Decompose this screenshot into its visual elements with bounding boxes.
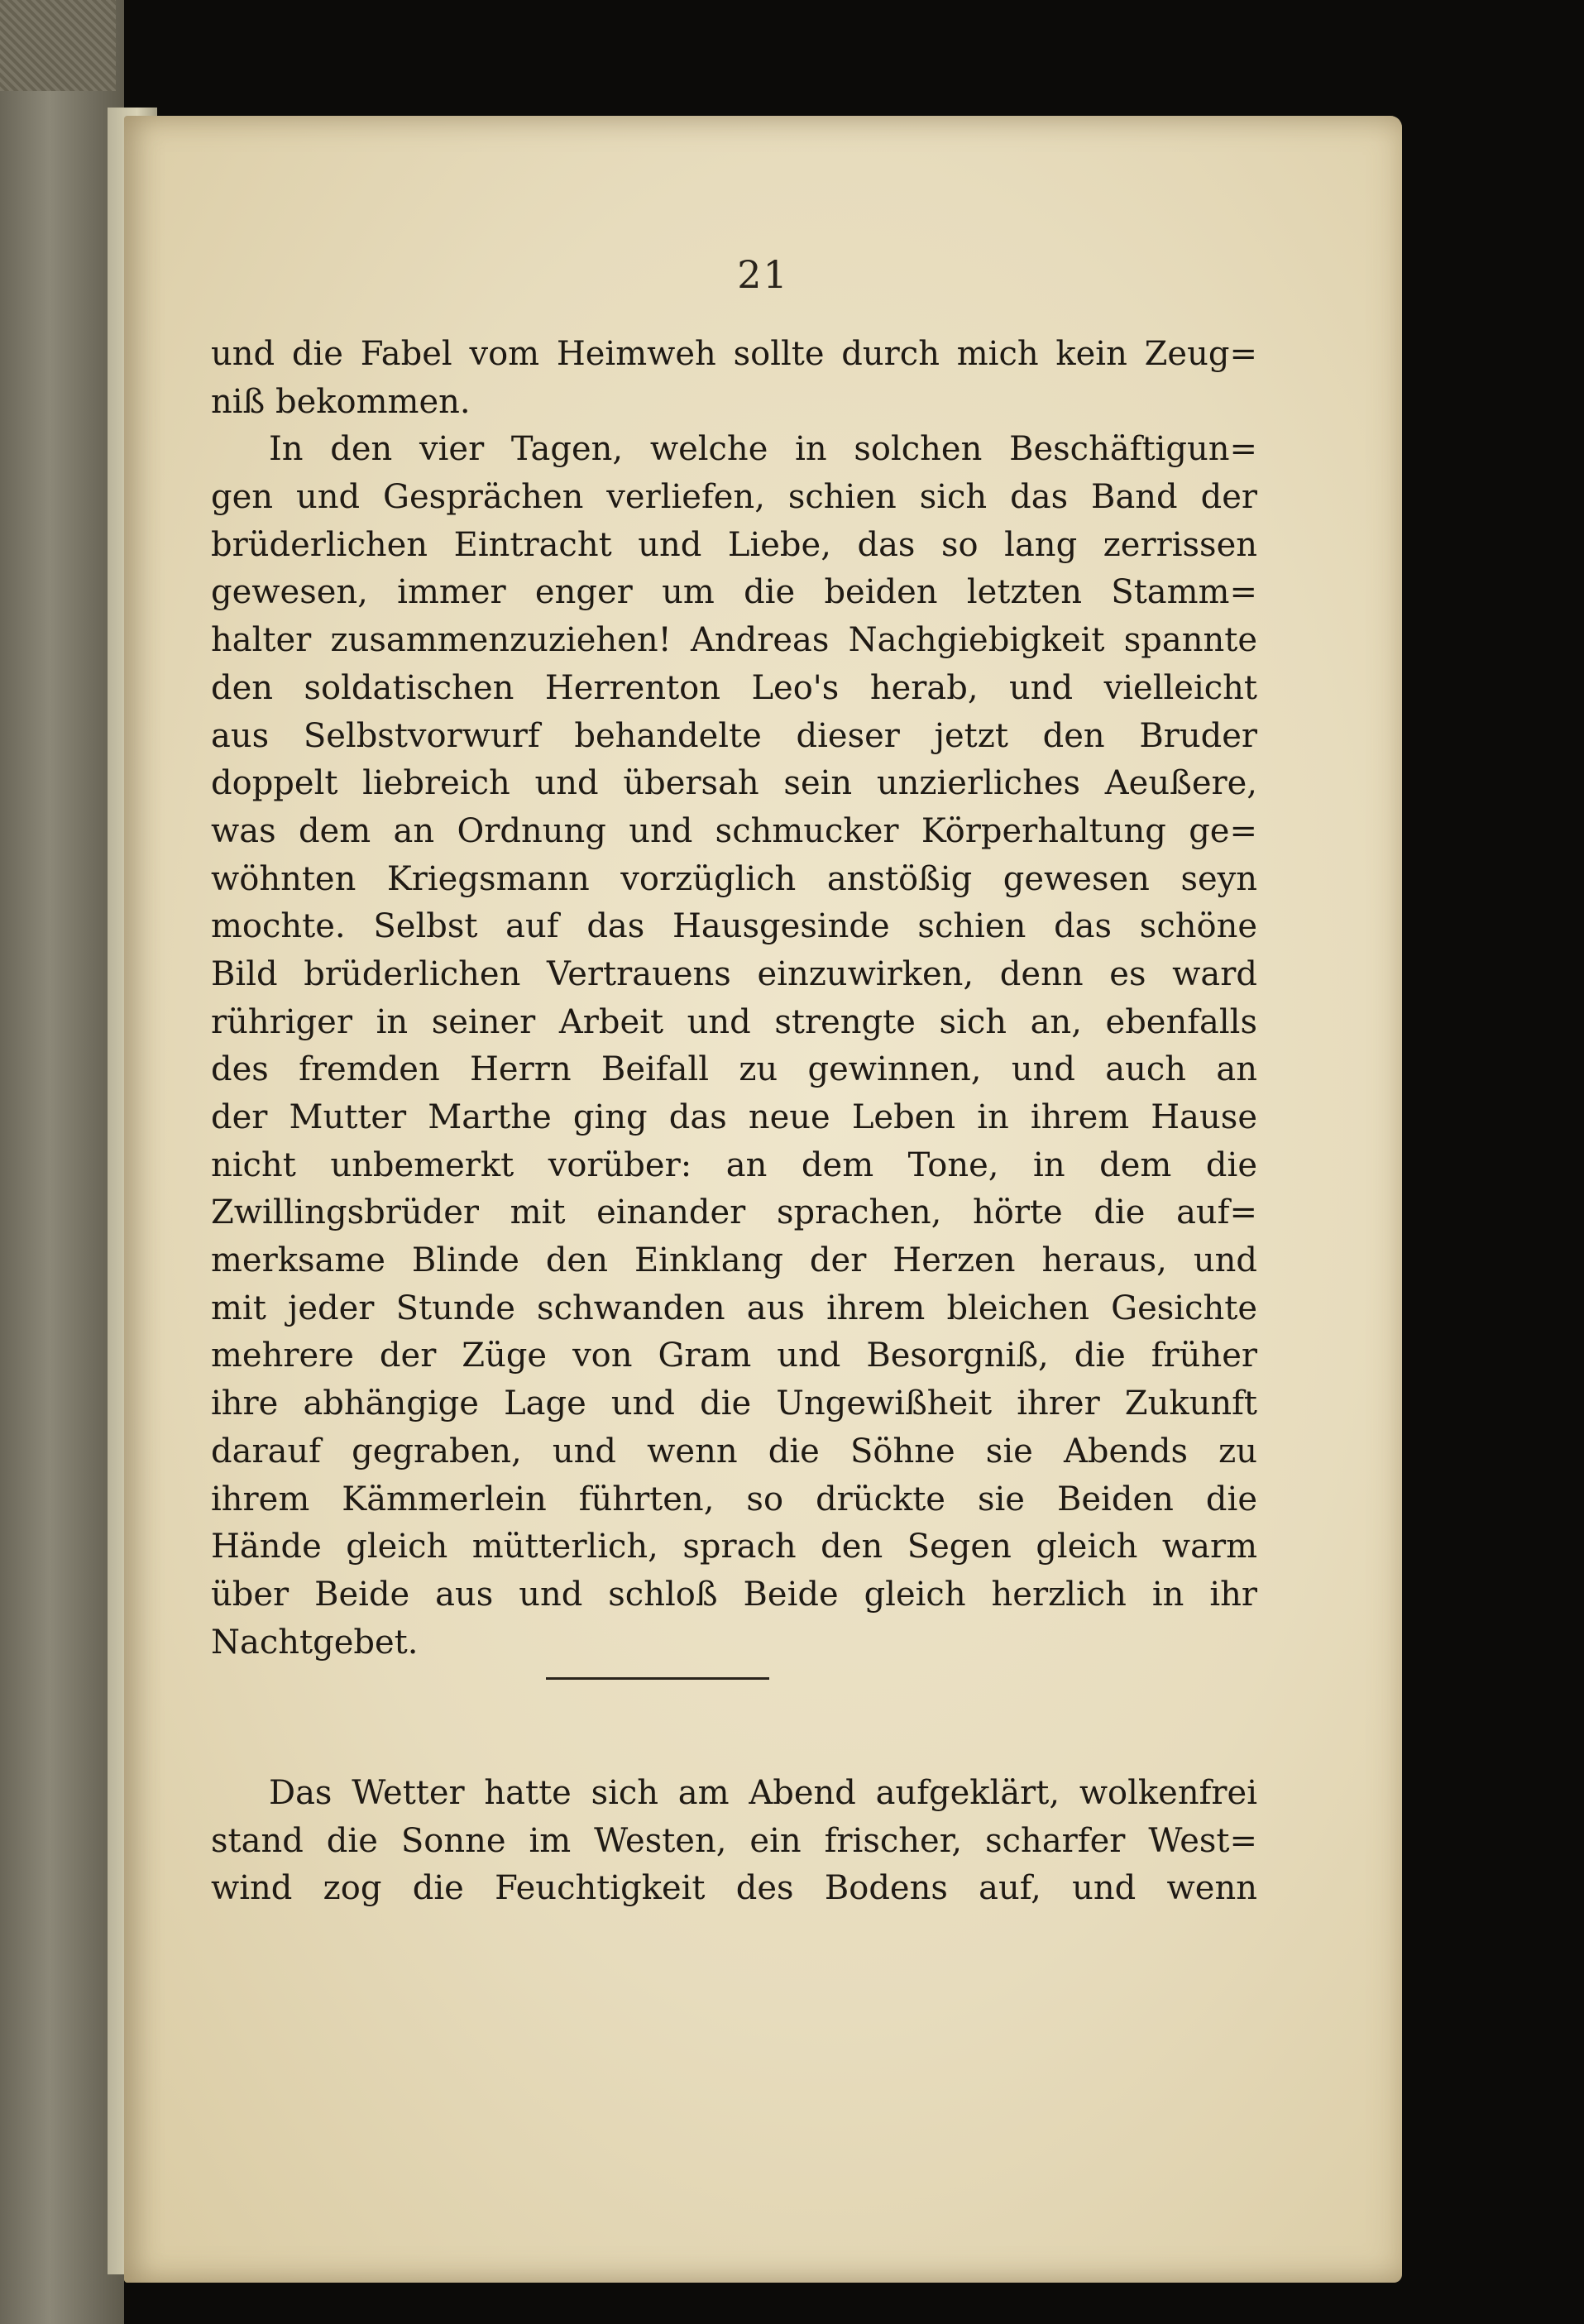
text-line: merksame Blinde den Einklang der Herzen heraus, und <box>211 1241 1257 1280</box>
text-line: mehrere der Züge von Gram und Besorgniß, die früher <box>211 1337 1257 1375</box>
main-text <box>211 331 1257 1666</box>
text-line: nicht unbemerkt vorüber: an dem Tone, in dem die <box>211 1145 1257 1184</box>
text-line: ihre abhängige Lage und die Ungewißheit ihrer Zukunft <box>211 1384 1257 1423</box>
section-divider <box>546 1677 769 1680</box>
text-line: gewesen, immer enger um die beiden letzten Stamm= <box>211 573 1257 612</box>
text-line: den soldatischen Herrenton Leo's herab, und vielleicht <box>211 668 1257 707</box>
book-cover <box>0 0 124 2324</box>
text-line: wind zog die Feuchtigkeit des Bodens auf, und wenn <box>211 1869 1257 1908</box>
text-line: aus Selbstvorwurf behandelte dieser jetzt den Bruder <box>211 716 1257 755</box>
text-line: mit jeder Stunde schwanden aus ihrem bleichen Gesichte <box>211 1289 1257 1327</box>
text-line: Hände gleich mütterlich, sprach den Segen gleich warm <box>211 1528 1257 1566</box>
text-line: In den vier Tagen, welche in solchen Beschäftigun= <box>269 430 1257 469</box>
text-line: gen und Gesprächen verliefen, schien sich das Band der <box>211 478 1257 517</box>
text-line: mochte. Selbst auf das Hausgesinde schien das schöne <box>211 907 1257 946</box>
text-line: darauf gegraben, und wenn die Söhne sie Abends zu <box>211 1432 1257 1470</box>
text-line: rühriger in seiner Arbeit und strengte sich an, ebenfalls <box>211 1002 1257 1041</box>
text-line: Das Wetter hatte sich am Abend aufgeklärt, wolkenfrei <box>269 1774 1257 1812</box>
book-spine <box>0 0 116 91</box>
text-line: wöhnten Kriegsmann vorzüglich anstößig gewesen seyn <box>211 859 1257 898</box>
text-line: ihrem Kämmerlein führten, so drückte sie Beiden die <box>211 1480 1257 1518</box>
text-line: halter zusammenzuziehen! Andreas Nachgiebigkeit spannte <box>211 621 1257 660</box>
text-line: doppelt liebreich und übersah sein unzierliches Aeußere, <box>211 764 1257 803</box>
text-line: Bild brüderlichen Vertrauens einzuwirken, denn es ward <box>211 954 1257 993</box>
book-page <box>124 116 1402 2283</box>
text-line: der Mutter Marthe ging das neue Leben in ihrem Hause <box>211 1098 1257 1136</box>
text-line: was dem an Ordnung und schmucker Körperhaltung ge= <box>211 811 1257 850</box>
text-line: niß bekommen. <box>211 382 471 421</box>
text-line: über Beide aus und schloß Beide gleich herzlich in ihr <box>211 1575 1257 1614</box>
page-number: 21 <box>737 252 789 297</box>
text-line: des fremden Herrn Beifall zu gewinnen, und auch an <box>211 1050 1257 1089</box>
text-line: und die Fabel vom Heimweh sollte durch mich kein Zeug= <box>211 335 1257 373</box>
text-line: stand die Sonne im Westen, ein frischer, scharfer West= <box>211 1821 1257 1860</box>
text-line: brüderlichen Eintracht und Liebe, das so lang zerrissen <box>211 525 1257 564</box>
text-line: Zwillingsbrüder mit einander sprachen, hörte die auf= <box>211 1193 1257 1232</box>
text-line: Nachtgebet. <box>211 1623 419 1662</box>
continuation-text <box>211 1770 1257 1913</box>
